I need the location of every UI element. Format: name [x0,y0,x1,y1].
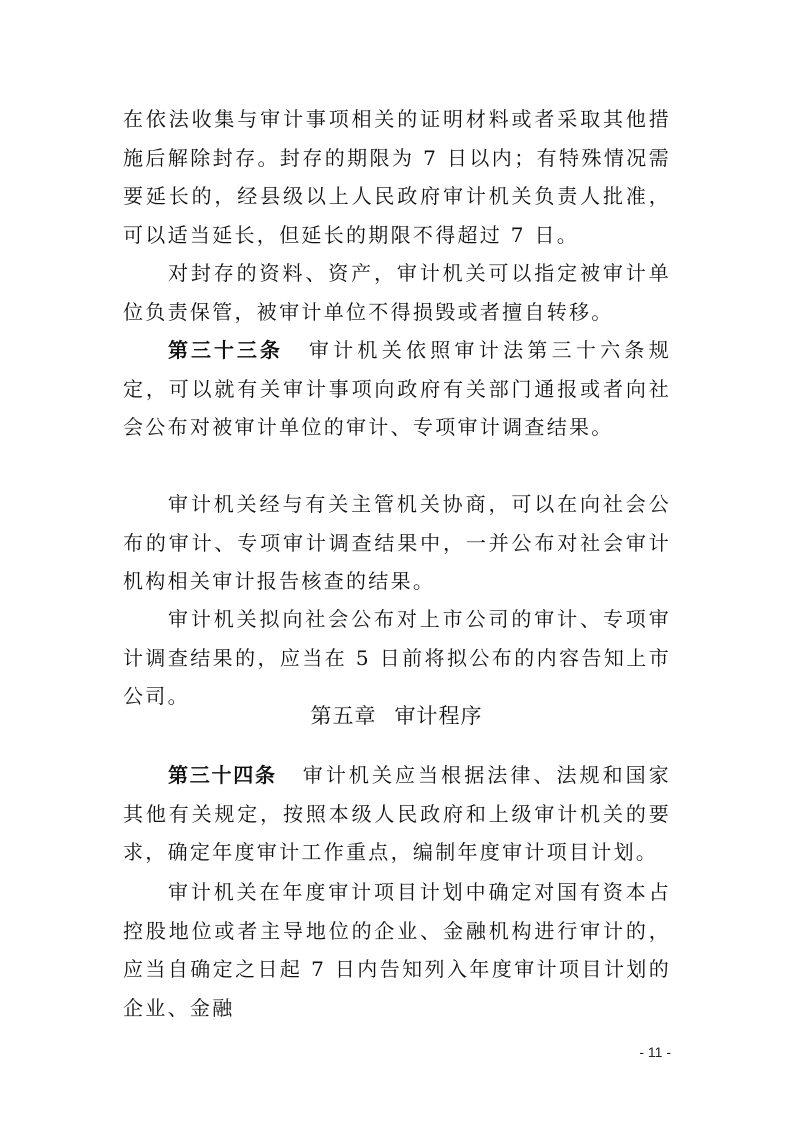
paragraph-text: 审计机关拟向社会公布对上市公司的审计、专项审计调查结果的，应当在 5 日前将拟公布的内容告知上市公司。 [123,607,671,708]
paragraph-text: 对封存的资料、资产，审计机关可以指定被审计单位负责保管，被审计单位不得损毁或者擅自转移。 [123,261,671,324]
article-title: 第三十四条 [168,763,277,787]
paragraph-sealed-custody [123,254,671,331]
chapter-heading [0,700,793,730]
article-33 [123,331,671,447]
paragraph-text: 审计机关在年度审计项目计划中确定对国有资本占控股地位或者主导地位的企业、金融机构进行审计的，应当自确定之日起 7 日内告知列入年度审计项目计划的企业、金融 [123,880,671,1020]
paragraph-sealing-period [123,100,671,254]
chapter-number: 第五章 [310,704,377,728]
paragraph-annual-plan-notice [123,873,671,1027]
article-34 [123,756,671,872]
paragraph-listed-company-notice [123,600,671,716]
paragraph-text: 在依法收集与审计事项相关的证明材料或者采取其他措施后解除封存。封存的期限为 7 日以内；有特殊情况需要延长的，经县级以上人民政府审计机关负责人批准，可以适当延长，但延长的期限不得超过 7 日。 [123,107,671,247]
paragraph-text: 审计机关经与有关主管机关协商，可以在向社会公布的审计、专项审计调查结果中，一并公布对社会审计机构相关审计报告核查的结果。 [123,492,671,593]
chapter-title: 审计程序 [394,704,483,728]
paragraph-text: 审计机关应当根据法律、法规和国家其他有关规定，按照本级人民政府和上级审计机关的要求，确定年度审计工作重点，编制年度审计项目计划。 [123,763,671,864]
paragraph-text: 审计机关依照审计法第三十六条规定，可以就有关审计事项向政府有关部门通报或者向社会公布对被审计单位的审计、专项审计调查结果。 [123,338,672,439]
article-title: 第三十三条 [168,338,283,362]
paragraph-publication-consultation [123,485,671,601]
page-number: - 11 - [639,1044,671,1060]
